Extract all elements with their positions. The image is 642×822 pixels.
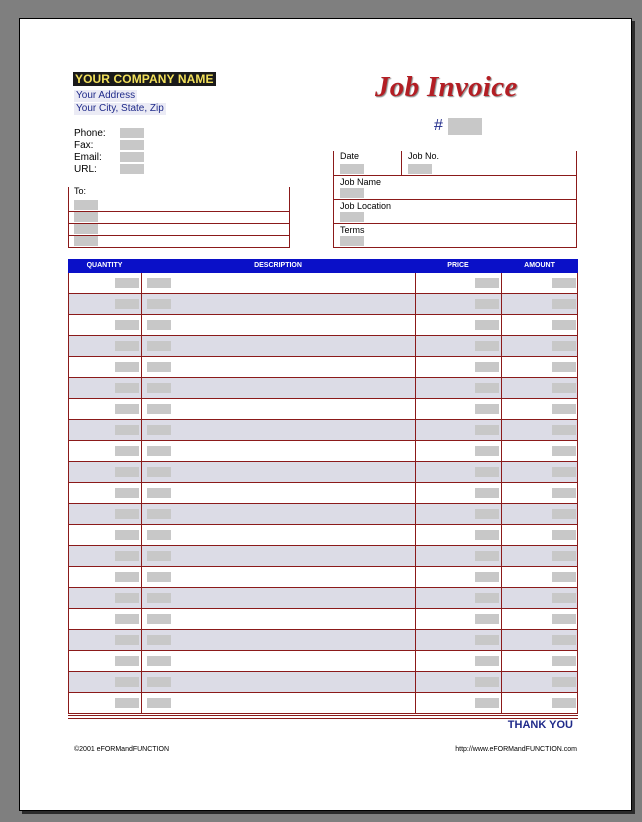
to-line-4[interactable] xyxy=(74,236,98,246)
price-cell[interactable] xyxy=(475,551,499,561)
date-field[interactable] xyxy=(340,164,364,174)
quantity-cell[interactable] xyxy=(115,635,139,645)
quantity-cell[interactable] xyxy=(115,425,139,435)
price-cell[interactable] xyxy=(475,488,499,498)
description-cell[interactable] xyxy=(147,488,171,498)
price-cell[interactable] xyxy=(475,635,499,645)
price-cell[interactable] xyxy=(475,278,499,288)
quantity-cell[interactable] xyxy=(115,593,139,603)
price-cell[interactable] xyxy=(475,614,499,624)
amount-cell[interactable] xyxy=(552,362,576,372)
amount-cell[interactable] xyxy=(552,320,576,330)
footer-copyright: ©2001 eFORMandFUNCTION xyxy=(74,746,170,753)
description-cell[interactable] xyxy=(147,299,171,309)
email-field[interactable] xyxy=(120,152,144,162)
fax-field[interactable] xyxy=(120,140,144,150)
company-city-state-zip[interactable]: Your City, State, Zip xyxy=(76,103,164,114)
company-address[interactable]: Your Address xyxy=(76,90,136,101)
quantity-cell[interactable] xyxy=(115,404,139,414)
description-cell[interactable] xyxy=(147,509,171,519)
company-name[interactable]: YOUR COMPANY NAME xyxy=(75,72,214,86)
to-line-3[interactable] xyxy=(74,224,98,234)
amount-cell[interactable] xyxy=(552,488,576,498)
terms-label: Terms xyxy=(340,225,365,235)
column-description: DESCRIPTION xyxy=(254,262,302,269)
table-column-rule xyxy=(577,273,578,714)
quantity-cell[interactable] xyxy=(115,299,139,309)
description-cell[interactable] xyxy=(147,614,171,624)
amount-cell[interactable] xyxy=(552,425,576,435)
price-cell[interactable] xyxy=(475,404,499,414)
description-cell[interactable] xyxy=(147,425,171,435)
amount-cell[interactable] xyxy=(552,593,576,603)
quantity-cell[interactable] xyxy=(115,341,139,351)
quantity-cell[interactable] xyxy=(115,446,139,456)
price-cell[interactable] xyxy=(475,299,499,309)
description-cell[interactable] xyxy=(147,383,171,393)
description-cell[interactable] xyxy=(147,404,171,414)
quantity-cell[interactable] xyxy=(115,383,139,393)
quantity-cell[interactable] xyxy=(115,677,139,687)
description-cell[interactable] xyxy=(147,656,171,666)
footer-url[interactable]: http://www.eFORMandFUNCTION.com xyxy=(455,746,577,753)
terms-field[interactable] xyxy=(340,236,364,246)
amount-cell[interactable] xyxy=(552,635,576,645)
amount-cell[interactable] xyxy=(552,446,576,456)
to-line-2[interactable] xyxy=(74,212,98,222)
description-cell[interactable] xyxy=(147,467,171,477)
amount-cell[interactable] xyxy=(552,383,576,393)
amount-cell[interactable] xyxy=(552,656,576,666)
amount-cell[interactable] xyxy=(552,698,576,708)
invoice-number-field[interactable] xyxy=(448,118,482,135)
job-no-field[interactable] xyxy=(408,164,432,174)
description-cell[interactable] xyxy=(147,446,171,456)
table-column-rule xyxy=(415,273,416,714)
quantity-cell[interactable] xyxy=(115,698,139,708)
amount-cell[interactable] xyxy=(552,467,576,477)
quantity-cell[interactable] xyxy=(115,488,139,498)
items-table-header xyxy=(68,259,578,273)
quantity-cell[interactable] xyxy=(115,362,139,372)
description-cell[interactable] xyxy=(147,677,171,687)
phone-field[interactable] xyxy=(120,128,144,138)
amount-cell[interactable] xyxy=(552,299,576,309)
table-column-rule xyxy=(501,273,502,714)
description-cell[interactable] xyxy=(147,278,171,288)
description-cell[interactable] xyxy=(147,320,171,330)
quantity-cell[interactable] xyxy=(115,551,139,561)
description-cell[interactable] xyxy=(147,530,171,540)
url-label: URL: xyxy=(74,164,97,175)
amount-cell[interactable] xyxy=(552,677,576,687)
description-cell[interactable] xyxy=(147,698,171,708)
quantity-cell[interactable] xyxy=(115,467,139,477)
column-quantity: QUANTITY xyxy=(86,262,123,269)
quantity-cell[interactable] xyxy=(115,320,139,330)
amount-cell[interactable] xyxy=(552,509,576,519)
price-cell[interactable] xyxy=(475,446,499,456)
price-cell[interactable] xyxy=(475,425,499,435)
column-amount: AMOUNT xyxy=(524,262,555,269)
price-cell[interactable] xyxy=(475,509,499,519)
column-price: PRICE xyxy=(447,262,469,269)
description-cell[interactable] xyxy=(147,635,171,645)
quantity-cell[interactable] xyxy=(115,278,139,288)
to-label: To: xyxy=(74,186,87,196)
to-line-1[interactable] xyxy=(74,200,98,210)
price-cell[interactable] xyxy=(475,383,499,393)
invoice-page xyxy=(19,18,632,811)
quantity-cell[interactable] xyxy=(115,656,139,666)
price-cell[interactable] xyxy=(475,341,499,351)
invoice-number-symbol: # xyxy=(434,117,443,134)
job-no-label: Job No. xyxy=(408,151,440,161)
quantity-cell[interactable] xyxy=(115,614,139,624)
items-table-body xyxy=(68,273,578,714)
email-label: Email: xyxy=(74,152,102,163)
job-location-label: Job Location xyxy=(340,201,392,211)
url-field[interactable] xyxy=(120,164,144,174)
job-name-field[interactable] xyxy=(340,188,364,198)
price-cell[interactable] xyxy=(475,467,499,477)
price-cell[interactable] xyxy=(475,677,499,687)
quantity-cell[interactable] xyxy=(115,509,139,519)
amount-cell[interactable] xyxy=(552,551,576,561)
quantity-cell[interactable] xyxy=(115,572,139,582)
price-cell[interactable] xyxy=(475,593,499,603)
description-cell[interactable] xyxy=(147,362,171,372)
amount-cell[interactable] xyxy=(552,404,576,414)
price-cell[interactable] xyxy=(475,362,499,372)
date-label: Date xyxy=(340,151,360,161)
price-cell[interactable] xyxy=(475,320,499,330)
amount-cell[interactable] xyxy=(552,572,576,582)
invoice-title: Job Invoice xyxy=(375,71,518,103)
description-cell[interactable] xyxy=(147,572,171,582)
job-location-field[interactable] xyxy=(340,212,364,222)
description-cell[interactable] xyxy=(147,593,171,603)
price-cell[interactable] xyxy=(475,530,499,540)
thank-you-text: THANK YOU xyxy=(507,719,573,731)
description-cell[interactable] xyxy=(147,551,171,561)
price-cell[interactable] xyxy=(475,656,499,666)
quantity-cell[interactable] xyxy=(115,530,139,540)
amount-cell[interactable] xyxy=(552,614,576,624)
price-cell[interactable] xyxy=(475,698,499,708)
table-column-rule xyxy=(141,273,142,714)
phone-label: Phone: xyxy=(74,128,106,139)
fax-label: Fax: xyxy=(74,140,94,151)
table-column-rule xyxy=(68,273,69,714)
price-cell[interactable] xyxy=(475,572,499,582)
job-name-label: Job Name xyxy=(340,177,382,187)
amount-cell[interactable] xyxy=(552,278,576,288)
amount-cell[interactable] xyxy=(552,530,576,540)
amount-cell[interactable] xyxy=(552,341,576,351)
description-cell[interactable] xyxy=(147,341,171,351)
